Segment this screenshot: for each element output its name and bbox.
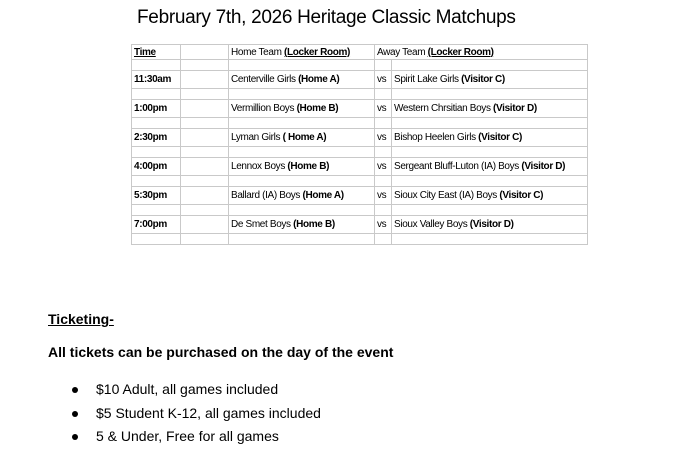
spacer-row <box>132 176 588 187</box>
home-team: Lyman Girls ( Home A) <box>229 129 375 147</box>
price-item-free: 5 & Under, Free for all games <box>48 425 321 449</box>
game-time: 7:00pm <box>132 216 181 234</box>
vs-label: vs <box>375 187 392 205</box>
purchase-note: All tickets can be purchased on the day of the event <box>48 344 394 360</box>
header-row <box>132 45 588 60</box>
game-time: 2:30pm <box>132 129 181 147</box>
price-item-adult: $10 Adult, all games included <box>48 378 321 402</box>
home-team: Ballard (IA) Boys (Home A) <box>229 187 375 205</box>
vs-label: vs <box>375 158 392 176</box>
game-row <box>132 129 588 147</box>
page-title: February 7th, 2026 Heritage Classic Matchups <box>137 7 516 28</box>
vs-label: vs <box>375 100 392 118</box>
home-team-header: Home Team (Locker Room) <box>229 45 375 60</box>
vs-label: vs <box>375 129 392 147</box>
ticketing-heading: Ticketing- <box>48 311 114 327</box>
bullet-icon <box>72 411 78 417</box>
game-row <box>132 216 588 234</box>
spacer-row <box>132 118 588 129</box>
game-row <box>132 158 588 176</box>
away-team: Spirit Lake Girls (Visitor C) <box>392 71 588 89</box>
away-team: Sioux Valley Boys (Visitor D) <box>392 216 588 234</box>
bullet-icon <box>72 434 78 440</box>
vs-label: vs <box>375 216 392 234</box>
home-team: De Smet Boys (Home B) <box>229 216 375 234</box>
home-team: Vermillion Boys (Home B) <box>229 100 375 118</box>
away-team: Sioux City East (IA) Boys (Visitor C) <box>392 187 588 205</box>
away-team: Sergeant Bluff-Luton (IA) Boys (Visitor D) <box>392 158 588 176</box>
away-team: Western Chrsitian Boys (Visitor D) <box>392 100 588 118</box>
home-team: Centerville Girls (Home A) <box>229 71 375 89</box>
home-team: Lennox Boys (Home B) <box>229 158 375 176</box>
spacer-row <box>132 60 588 71</box>
vs-label: vs <box>375 71 392 89</box>
game-time: 5:30pm <box>132 187 181 205</box>
spacer-row <box>132 89 588 100</box>
time-header: Time <box>132 45 181 60</box>
away-team: Bishop Heelen Girls (Visitor C) <box>392 129 588 147</box>
game-time: 1:00pm <box>132 100 181 118</box>
schedule-sheet <box>131 4 587 262</box>
price-list <box>48 378 321 449</box>
game-time: 11:30am <box>132 71 181 89</box>
spacer-row <box>132 147 588 158</box>
game-row <box>132 187 588 205</box>
game-time: 4:00pm <box>132 158 181 176</box>
price-item-student: $5 Student K-12, all games included <box>48 402 321 426</box>
matchups-table <box>131 44 588 245</box>
game-row <box>132 71 588 89</box>
game-row <box>132 100 588 118</box>
away-team-header: Away Team (Locker Room) <box>375 45 588 60</box>
spacer-row <box>132 234 588 245</box>
bullet-icon <box>72 387 78 393</box>
spacer-row <box>132 205 588 216</box>
